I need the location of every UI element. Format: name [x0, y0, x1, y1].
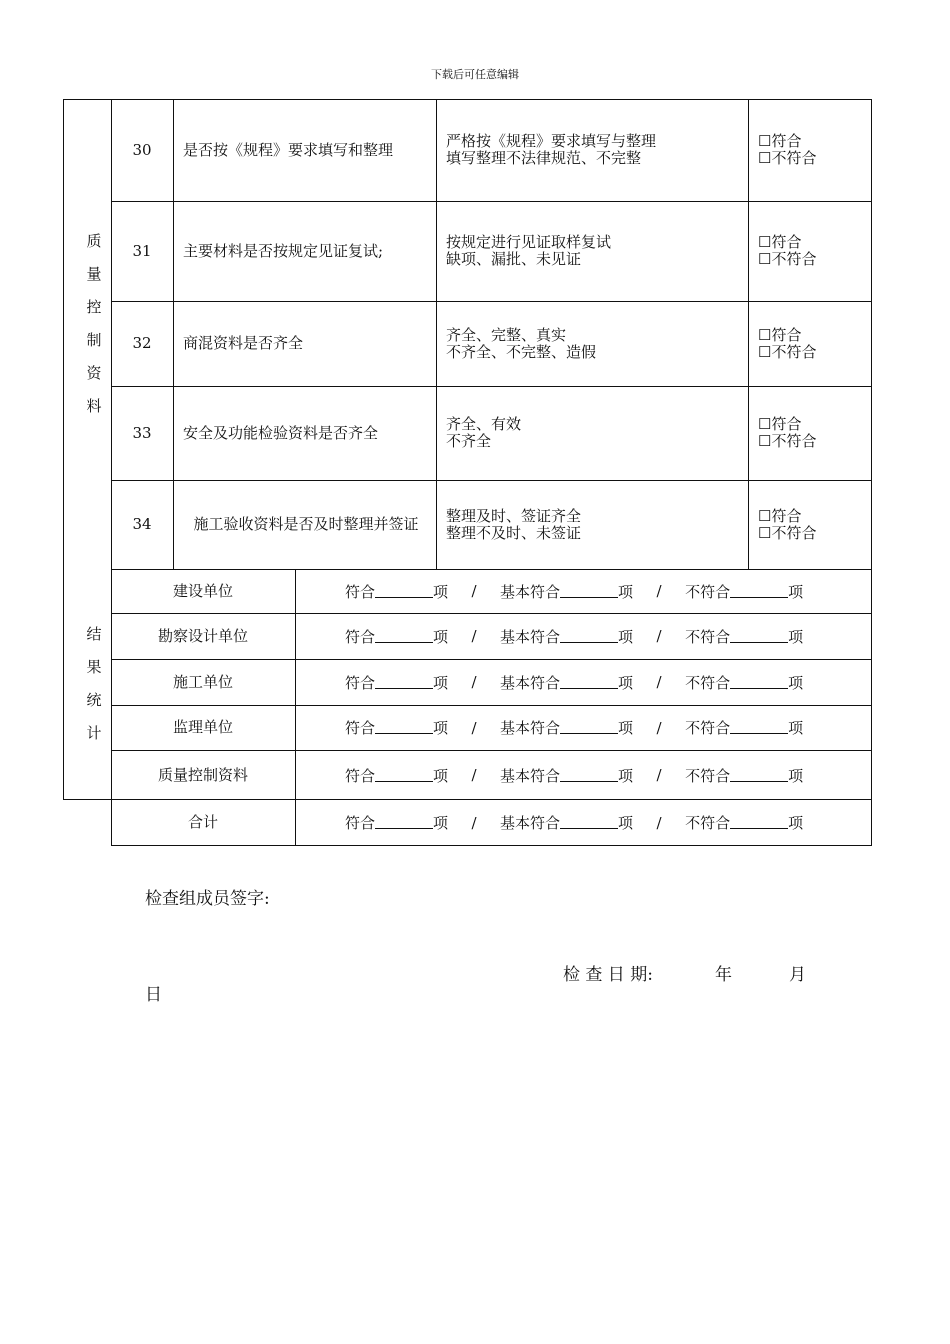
- criteria-fail: 填写整理不法律规范、不完整: [446, 149, 642, 167]
- tally-unit: 项: [433, 814, 449, 832]
- criteria-fail: 不齐全: [446, 432, 492, 450]
- stats-tally: [345, 800, 803, 845]
- stats-tally: [345, 613, 803, 659]
- tally-separator: /: [471, 627, 477, 645]
- section-label-result-stats: [79, 618, 109, 750]
- tally-basic-blank[interactable]: [560, 721, 618, 734]
- item-criteria: [446, 99, 746, 201]
- section-char: 质: [86, 232, 102, 250]
- tally-unit: 项: [433, 673, 449, 692]
- tally-separator: /: [471, 813, 477, 832]
- tally-nonconform-blank[interactable]: [730, 769, 788, 782]
- tally-basic-label: 基本符合: [500, 766, 561, 785]
- criteria-pass: 按规定进行见证取样复试: [446, 233, 612, 251]
- item-number: 30: [132, 140, 152, 159]
- criteria-fail: 不齐全、不完整、造假: [446, 342, 597, 361]
- criteria-fail: 整理不及时、未签证: [446, 523, 582, 542]
- stats-row-label: 施工单位: [172, 672, 233, 691]
- item-number: 33: [132, 423, 152, 442]
- checkbox-conform[interactable]: ☐符合: [758, 132, 802, 150]
- tally-conform-blank[interactable]: [375, 721, 433, 734]
- tally-basic-blank[interactable]: [560, 585, 618, 598]
- tally-separator: /: [656, 813, 662, 832]
- tally-nonconform-label: 不符合: [685, 582, 731, 601]
- tally-separator: /: [471, 673, 477, 691]
- checkbox-conform[interactable]: ☐符合: [758, 415, 802, 433]
- tally-basic-blank[interactable]: [560, 676, 618, 689]
- criteria-fail: 缺项、漏批、未见证: [446, 250, 582, 268]
- tally-conform-blank[interactable]: [375, 816, 433, 829]
- item-criteria: [446, 386, 746, 480]
- tally-separator: /: [471, 718, 477, 737]
- tally-nonconform-blank[interactable]: [730, 585, 788, 598]
- tally-unit: 项: [788, 627, 804, 646]
- tally-conform-blank[interactable]: [375, 676, 433, 689]
- item-number: 31: [132, 241, 152, 260]
- stats-row-label: 勘察设计单位: [157, 626, 248, 645]
- col-rule: [295, 569, 296, 845]
- item-options: [758, 301, 868, 386]
- item-description: 商混资料是否齐全: [183, 334, 304, 352]
- tally-separator: /: [656, 673, 662, 691]
- tally-conform-label: 符合: [345, 582, 376, 601]
- stats-tally: [345, 705, 803, 750]
- checkbox-nonconform[interactable]: ☐不符合: [758, 432, 817, 450]
- tally-nonconform-blank[interactable]: [730, 630, 788, 643]
- criteria-pass: 严格按《规程》要求填写与整理: [446, 132, 657, 150]
- section-char: 资: [86, 364, 102, 382]
- checkbox-nonconform[interactable]: ☐不符合: [758, 250, 817, 268]
- date-month: 月: [789, 965, 806, 985]
- checkbox-conform[interactable]: ☐符合: [758, 325, 802, 344]
- members-signature-label: 检查组成员签字:: [145, 889, 270, 909]
- section-char: 果: [86, 658, 102, 676]
- item-description: 施工验收资料是否及时整理并签证: [193, 515, 419, 533]
- checkbox-conform[interactable]: ☐符合: [758, 233, 802, 251]
- criteria-pass: 齐全、有效: [446, 415, 522, 433]
- stats-row-label: 建设单位: [172, 581, 233, 600]
- stats-tally: [345, 750, 803, 800]
- tally-nonconform-label: 不符合: [685, 766, 731, 785]
- item-options: [758, 99, 868, 201]
- item-options: [758, 480, 868, 569]
- item-number: 34: [132, 515, 152, 533]
- section-char: 料: [86, 397, 102, 415]
- tally-conform-label: 符合: [345, 766, 376, 785]
- section-char: 量: [86, 265, 102, 283]
- tally-unit: 项: [618, 673, 634, 692]
- tally-basic-blank[interactable]: [560, 769, 618, 782]
- tally-nonconform-label: 不符合: [685, 673, 731, 692]
- tally-basic-label: 基本符合: [500, 814, 561, 832]
- tally-conform-label: 符合: [345, 627, 376, 646]
- item-options: [758, 201, 868, 301]
- col-rule: [748, 99, 749, 569]
- item-number: 32: [132, 334, 152, 352]
- section-char: 计: [86, 724, 102, 742]
- section-char: 控: [86, 298, 102, 316]
- checkbox-nonconform[interactable]: ☐不符合: [758, 342, 817, 361]
- tally-unit: 项: [433, 719, 449, 737]
- tally-basic-blank[interactable]: [560, 630, 618, 643]
- tally-basic-label: 基本符合: [500, 719, 561, 737]
- tally-unit: 项: [618, 719, 634, 737]
- checkbox-nonconform[interactable]: ☐不符合: [758, 149, 817, 167]
- table-bottom-rule: [111, 845, 872, 846]
- stats-total-label: 合计: [187, 813, 218, 831]
- col-rule: [173, 99, 174, 569]
- criteria-pass: 齐全、完整、真实: [446, 325, 567, 344]
- section-char: 结: [86, 625, 102, 643]
- tally-unit: 项: [788, 814, 804, 832]
- tally-basic-label: 基本符合: [500, 582, 561, 601]
- stats-row-label: 质量控制资料: [157, 765, 248, 784]
- tally-separator: /: [471, 766, 477, 784]
- item-criteria: [446, 201, 746, 301]
- tally-nonconform-blank[interactable]: [730, 816, 788, 829]
- tally-nonconform-label: 不符合: [685, 627, 731, 646]
- item-description: 是否按《规程》要求填写和整理: [183, 140, 394, 159]
- tally-unit: 项: [788, 766, 804, 785]
- check-date-label: 检 查 日 期:: [563, 965, 653, 985]
- tally-basic-blank[interactable]: [560, 816, 618, 829]
- table-right-rule-total: [871, 800, 872, 845]
- tally-conform-blank[interactable]: [375, 769, 433, 782]
- tally-nonconform-blank[interactable]: [730, 721, 788, 734]
- date-day: 日: [145, 985, 162, 1005]
- tally-separator: /: [471, 582, 477, 600]
- tally-conform-blank[interactable]: [375, 585, 433, 598]
- tally-nonconform-label: 不符合: [685, 814, 731, 832]
- tally-separator: /: [656, 627, 662, 645]
- tally-unit: 项: [433, 627, 449, 646]
- tally-unit: 项: [618, 814, 634, 832]
- tally-conform-label: 符合: [345, 673, 376, 692]
- checkbox-conform[interactable]: ☐符合: [758, 506, 802, 525]
- tally-basic-label: 基本符合: [500, 627, 561, 646]
- tally-unit: 项: [618, 627, 634, 646]
- tally-conform-label: 符合: [345, 814, 376, 832]
- tally-unit: 项: [788, 673, 804, 692]
- stats-tally: [345, 659, 803, 705]
- tally-unit: 项: [433, 766, 449, 785]
- col-rule: [436, 99, 437, 569]
- tally-separator: /: [656, 718, 662, 737]
- section-label-quality-control: [79, 225, 109, 423]
- tally-unit: 项: [788, 582, 804, 601]
- tally-unit: 项: [788, 719, 804, 737]
- tally-nonconform-label: 不符合: [685, 719, 731, 737]
- checkbox-nonconform[interactable]: ☐不符合: [758, 523, 817, 542]
- section-char: 制: [86, 331, 102, 349]
- item-criteria: [446, 480, 746, 569]
- stats-row-label: 监理单位: [172, 718, 233, 736]
- tally-separator: /: [656, 582, 662, 600]
- tally-unit: 项: [433, 582, 449, 601]
- header-note: 下载后可任意编辑: [431, 68, 519, 81]
- tally-unit: 项: [618, 582, 634, 601]
- section-char: 统: [86, 691, 102, 709]
- tally-conform-label: 符合: [345, 719, 376, 737]
- stats-tally: [345, 569, 803, 613]
- criteria-pass: 整理及时、签证齐全: [446, 506, 582, 525]
- tally-unit: 项: [618, 766, 634, 785]
- tally-basic-label: 基本符合: [500, 673, 561, 692]
- item-criteria: [446, 301, 746, 386]
- date-year: 年: [715, 965, 732, 985]
- tally-conform-blank[interactable]: [375, 630, 433, 643]
- item-options: [758, 386, 868, 480]
- tally-separator: /: [656, 766, 662, 784]
- tally-nonconform-blank[interactable]: [730, 676, 788, 689]
- item-description: 主要材料是否按规定见证复试;: [183, 241, 384, 260]
- item-description: 安全及功能检验资料是否齐全: [183, 423, 379, 442]
